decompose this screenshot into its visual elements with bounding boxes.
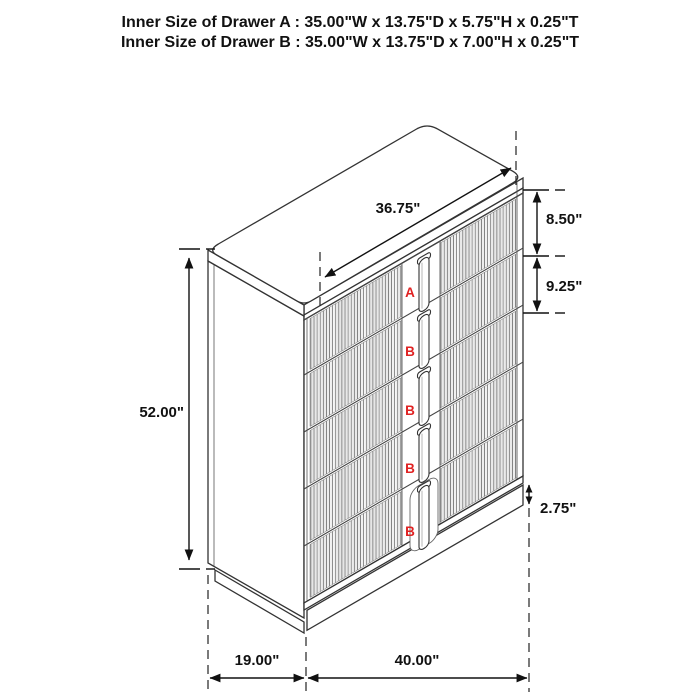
base-height-value: 2.75": [540, 500, 577, 517]
handle-a: [419, 256, 429, 314]
top-width-value: 36.75": [375, 200, 421, 217]
drawer-label-a: A: [405, 285, 415, 300]
drawer-label-b4: B: [405, 524, 415, 539]
overall-width-value: 40.00": [394, 652, 440, 669]
handle-b1: [419, 313, 429, 371]
lower-drawer-height-value: 9.25": [546, 278, 583, 295]
handle-b4: [419, 484, 429, 552]
drawer-label-b2: B: [405, 403, 415, 418]
fluted-panel-right: [440, 199, 517, 523]
drawer-a-inner-size-text: Inner Size of Drawer A : 35.00"W x 13.75"D x 5.75"H x 0.25"T: [121, 14, 579, 31]
header: [121, 14, 579, 51]
overall-depth-value: 19.00": [234, 652, 280, 669]
cabinet-left-side-panel: [208, 261, 304, 633]
drawer-label-b1: B: [405, 344, 415, 359]
dim-overall-height: [139, 249, 215, 569]
drawer-b-inner-size-text: Inner Size of Drawer B : 35.00"W x 13.75"D x 7.00"H x 0.25"T: [120, 34, 580, 51]
drawer-label-b3: B: [405, 461, 415, 476]
fluted-panel-left: [310, 265, 402, 597]
side-panel-face: [208, 261, 304, 618]
handle-b2: [419, 370, 429, 428]
overall-height-value: 52.00": [139, 404, 184, 421]
top-drawer-height-value: 8.50": [546, 211, 583, 228]
handle-b3: [419, 427, 429, 485]
dim-right-drawer-heights: [523, 190, 582, 313]
dim-base-height: [529, 485, 576, 517]
